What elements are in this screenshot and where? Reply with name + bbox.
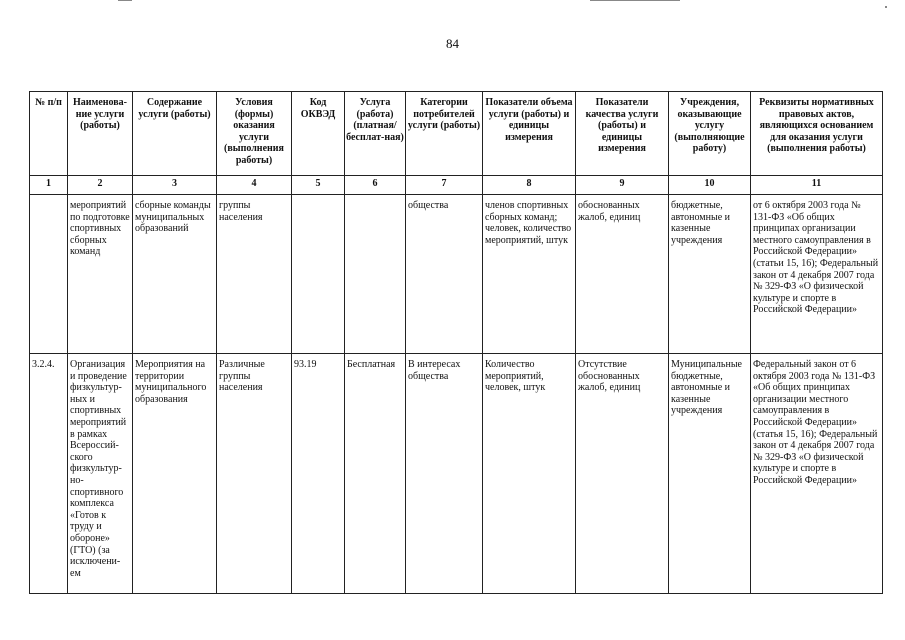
column-number: 11 xyxy=(751,176,883,195)
services-table xyxy=(29,91,883,594)
header-cell-legal: Реквизиты нормативных правовых актов, являющихся основанием для оказания услуги (выполнения работы) xyxy=(751,92,883,176)
column-number: 3 xyxy=(133,176,217,195)
cell-name: Организация и проведение физкультур-ных и спортивных мероприятий в рамках Всероссий-ского физкультур-но-спортивного комплекса «Готов к труду и обороне» (ГТО) (за исключени-ем xyxy=(68,354,133,594)
column-number: 8 xyxy=(483,176,576,195)
column-number: 4 xyxy=(217,176,292,195)
header-cell-institutions: Учреждения, оказывающие услугу (выполняющие работу) xyxy=(669,92,751,176)
column-number: 1 xyxy=(30,176,68,195)
cell-category: общества xyxy=(406,195,483,354)
cell-content: Мероприятия на территории муниципального образования xyxy=(133,354,217,594)
cell-conditions: группы населения xyxy=(217,195,292,354)
cell-content: сборные команды муниципальных образований xyxy=(133,195,217,354)
header-cell-paid: Услуга (работа) (платная/ бесплат-ная) xyxy=(345,92,406,176)
cell-quality: обоснованных жалоб, единиц xyxy=(576,195,669,354)
cell-number: 3.2.4. xyxy=(30,354,68,594)
column-number: 6 xyxy=(345,176,406,195)
cell-category: В интересах общества xyxy=(406,354,483,594)
header-cell-number: № п/п xyxy=(30,92,68,176)
table-header-row xyxy=(30,92,883,176)
cell-conditions: Различные группы населения xyxy=(217,354,292,594)
scan-mark xyxy=(590,0,680,1)
scan-mark xyxy=(118,0,132,1)
header-cell-okved: Код ОКВЭД xyxy=(292,92,345,176)
header-cell-conditions: Условия (формы) оказания услуги (выполнения работы) xyxy=(217,92,292,176)
cell-legal: от 6 октября 2003 года № 131-ФЗ «Об общих принципах организации местного самоуправления в Российской Федерации» (статьи 15, 16); Федеральный закон от 4 декабря 2007 года № 329-ФЗ «О физической культуре и спорте в Российской Федерации» xyxy=(751,195,883,354)
header-cell-volume: Показатели объема услуги (работы) и единицы измерения xyxy=(483,92,576,176)
cell-institutions: бюджетные, автономные и казенные учреждения xyxy=(669,195,751,354)
column-number: 9 xyxy=(576,176,669,195)
column-number: 5 xyxy=(292,176,345,195)
cell-volume: Количество мероприятий, человек, штук xyxy=(483,354,576,594)
cell-legal: Федеральный закон от 6 октября 2003 года № 131-ФЗ «Об общих принципах организации местного самоуправления в Российской Федерации» (статья 15, 16); Федеральный закон от 4 декабря 2007 года № 329-ФЗ «О физической культуре и спорте в Российской Федерации» xyxy=(751,354,883,594)
header-cell-category: Категории потребителей услуги (работы) xyxy=(406,92,483,176)
cell-paid xyxy=(345,195,406,354)
header-cell-name: Наименова-ние услуги (работы) xyxy=(68,92,133,176)
table-row xyxy=(30,195,883,354)
header-cell-quality: Показатели качества услуги (работы) и единицы измерения xyxy=(576,92,669,176)
cell-name: мероприятий по подготовке спортивных сборных команд xyxy=(68,195,133,354)
cell-okved: 93.19 xyxy=(292,354,345,594)
column-number: 2 xyxy=(68,176,133,195)
scan-mark xyxy=(885,6,887,8)
cell-volume: членов спортивных сборных команд; человек, количество мероприятий, штук xyxy=(483,195,576,354)
column-number: 7 xyxy=(406,176,483,195)
cell-institutions: Муниципальные бюджетные, автономные и казенные учреждения xyxy=(669,354,751,594)
header-cell-content: Содержание услуги (работы) xyxy=(133,92,217,176)
column-number: 10 xyxy=(669,176,751,195)
cell-okved xyxy=(292,195,345,354)
cell-paid: Бесплатная xyxy=(345,354,406,594)
column-numbers-row xyxy=(30,176,883,195)
cell-number xyxy=(30,195,68,354)
cell-quality: Отсутствие обоснованных жалоб, единиц xyxy=(576,354,669,594)
table-row xyxy=(30,354,883,594)
page-number: 84 xyxy=(446,36,459,51)
